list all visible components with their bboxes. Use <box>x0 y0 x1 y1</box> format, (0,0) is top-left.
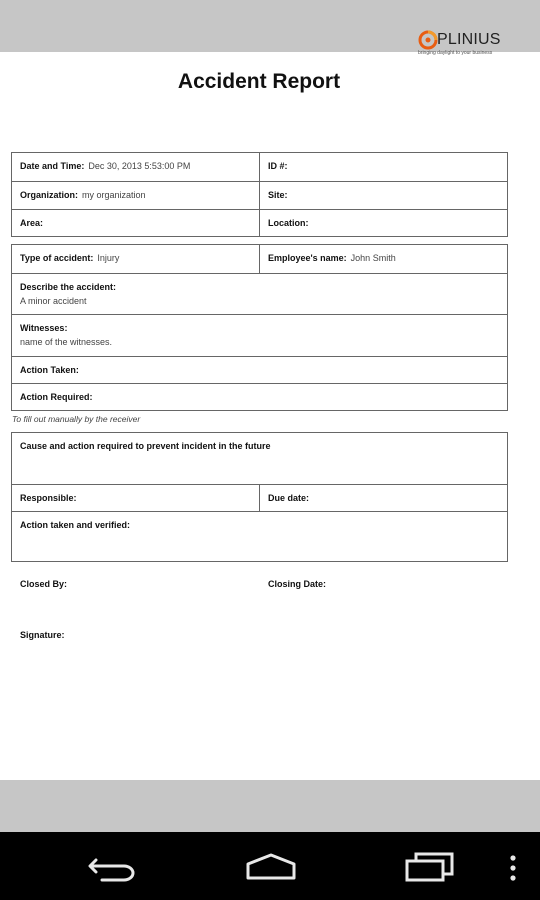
table-row <box>12 273 507 314</box>
site-cell[interactable] <box>259 182 507 209</box>
closed-by-label: Closed By: <box>20 579 68 589</box>
home-icon[interactable] <box>244 852 298 882</box>
table-row <box>12 356 507 383</box>
date-time-label: Date and Time: <box>20 161 85 171</box>
responsible-label: Responsible: <box>20 493 77 503</box>
id-cell[interactable] <box>259 153 507 181</box>
table-row <box>12 181 507 209</box>
witnesses-label: Witnesses: <box>20 323 68 333</box>
describe-accident-value: A minor accident <box>20 296 87 306</box>
employee-name-label: Employee's name: <box>268 253 347 263</box>
employee-name-value: John Smith <box>350 253 396 263</box>
site-label: Site: <box>268 190 288 200</box>
table-row <box>12 209 507 236</box>
area-cell[interactable] <box>12 210 259 236</box>
describe-accident-cell[interactable] <box>12 274 507 314</box>
action-taken-label: Action Taken: <box>20 365 79 375</box>
table-row <box>12 314 507 356</box>
due-date-cell[interactable] <box>259 485 507 511</box>
accident-type-value: Injury <box>97 253 120 263</box>
logo-name: PLINIUS <box>437 31 501 48</box>
employee-name-cell[interactable] <box>259 245 507 273</box>
action-verified-label: Action taken and verified: <box>20 520 131 530</box>
table-row <box>12 484 507 511</box>
signature-label: Signature: <box>20 630 65 640</box>
location-cell[interactable] <box>259 210 507 236</box>
recent-apps-icon[interactable] <box>404 852 456 882</box>
describe-accident-label: Describe the accident: <box>20 282 117 292</box>
system-navigation-bar <box>0 832 540 900</box>
witnesses-cell[interactable] <box>12 315 507 356</box>
date-time-value: Dec 30, 2013 5:53:00 PM <box>88 161 191 171</box>
accident-type-cell[interactable] <box>12 245 259 273</box>
logo-tagline: bringing daylight to your business <box>418 50 493 56</box>
table-row <box>12 511 507 561</box>
receiver-note: To fill out manually by the receiver <box>12 414 141 424</box>
back-icon[interactable] <box>88 852 138 882</box>
general-info-table <box>11 152 508 237</box>
closing-date-label: Closing Date: <box>268 579 327 589</box>
table-row <box>12 245 507 273</box>
organization-label: Organization: <box>20 190 78 200</box>
id-label: ID #: <box>268 161 288 171</box>
logo-mark-icon <box>418 30 438 50</box>
overflow-menu-icon[interactable] <box>508 854 518 882</box>
plinius-logo <box>418 28 514 62</box>
page-title: Accident Report <box>177 70 341 93</box>
action-verified-cell[interactable] <box>12 512 507 561</box>
organization-cell[interactable] <box>12 182 259 209</box>
date-time-cell[interactable] <box>12 153 259 181</box>
accident-details-table <box>11 244 508 411</box>
witnesses-value: name of the witnesses. <box>20 337 113 347</box>
prevention-table <box>11 432 508 562</box>
action-taken-cell[interactable] <box>12 357 507 383</box>
action-required-cell[interactable] <box>12 384 507 410</box>
action-required-label: Action Required: <box>20 392 93 402</box>
cause-action-label: Cause and action required to prevent incident in the future <box>20 441 271 451</box>
location-label: Location: <box>268 218 309 228</box>
table-row <box>12 383 507 410</box>
table-row <box>12 153 507 181</box>
bottom-bar <box>0 780 540 832</box>
cause-action-cell[interactable] <box>12 433 507 484</box>
area-label: Area: <box>20 218 44 228</box>
organization-value: my organization <box>82 190 146 200</box>
accident-type-label: Type of accident: <box>20 253 94 263</box>
responsible-cell[interactable] <box>12 485 259 511</box>
due-date-label: Due date: <box>268 493 310 503</box>
table-row <box>12 433 507 484</box>
